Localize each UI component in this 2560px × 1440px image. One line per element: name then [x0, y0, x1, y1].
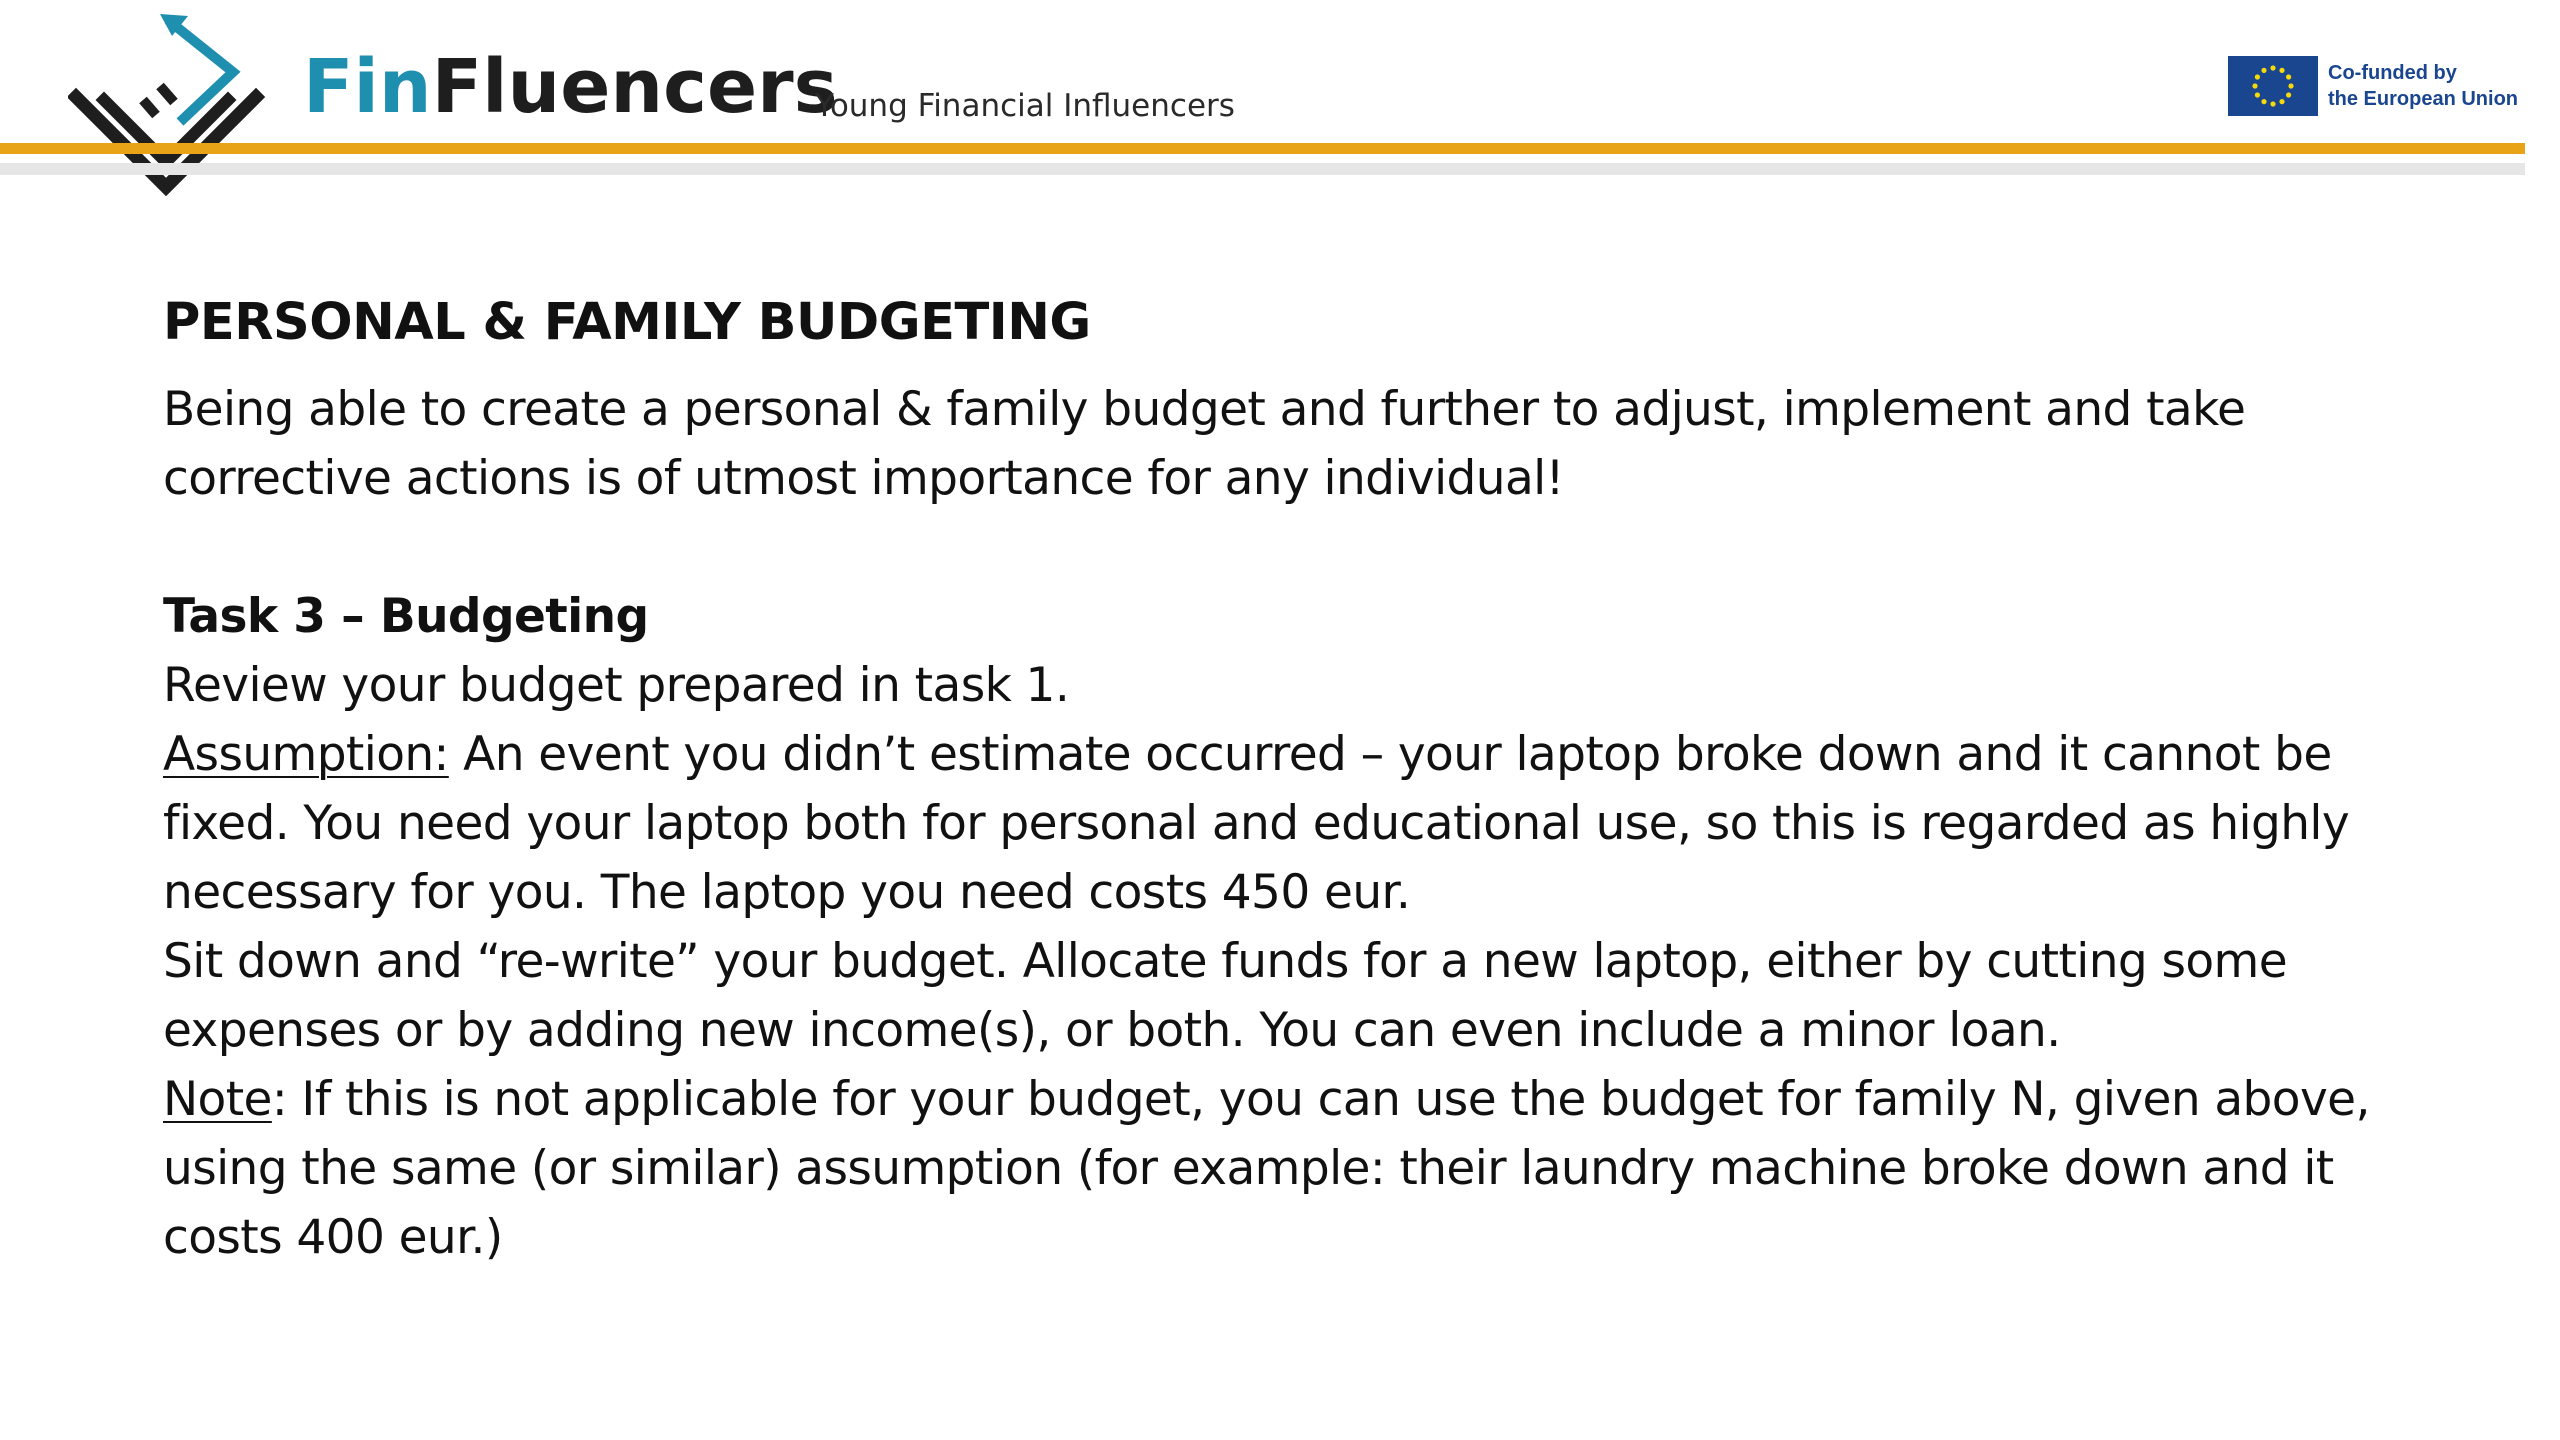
note-paragraph [163, 1065, 2433, 1272]
brand-name-fin: Fin [303, 44, 432, 130]
instruction-paragraph: Sit down and “re-write” your budget. Allocate funds for a new laptop, either by cutting some expenses or by adding new income(s), or both. You can even include a minor loan. [163, 934, 2288, 1058]
brand-name-fluencers: Fluencers [431, 44, 838, 130]
eu-cofunded-label [2328, 60, 2518, 112]
eu-cofunded-line2: the European Union [2328, 88, 2518, 110]
note-label: Note [163, 1072, 272, 1127]
header-grey-rule [0, 163, 2525, 175]
assumption-paragraph [163, 720, 2433, 927]
note-text: : If this is not applicable for your budget, you can use the budget for family N, given above, using the same (or similar) assumption (for example: their laundry machine broke down and it costs 400 eur.) [163, 1072, 2370, 1265]
header [0, 0, 2560, 200]
assumption-label: Assumption: [163, 727, 449, 782]
task-heading: Task 3 – Budgeting [163, 589, 649, 644]
header-gold-rule [0, 143, 2525, 154]
brand-tagline: Young Financial Influencers [815, 88, 1235, 124]
assumption-text: An event you didn’t estimate occurred – your laptop broke down and it cannot be fixed. You need your laptop both for personal and educational use, so this is regarded as highly necessary for you. The laptop you need costs 450 eur. [163, 727, 2350, 920]
slide-content [163, 285, 2433, 1272]
eu-cofunded-line1: Co-funded by [2328, 62, 2457, 84]
eu-flag-icon [2228, 56, 2318, 116]
page-title: PERSONAL & FAMILY BUDGETING [163, 293, 1091, 352]
review-line: Review your budget prepared in task 1. [163, 658, 1070, 713]
intro-paragraph: Being able to create a personal & family budget and further to adjust, implement and take corrective actions is of utmost importance for any individual! [163, 382, 2246, 506]
spacer [163, 513, 2433, 582]
brand-name [303, 42, 838, 132]
